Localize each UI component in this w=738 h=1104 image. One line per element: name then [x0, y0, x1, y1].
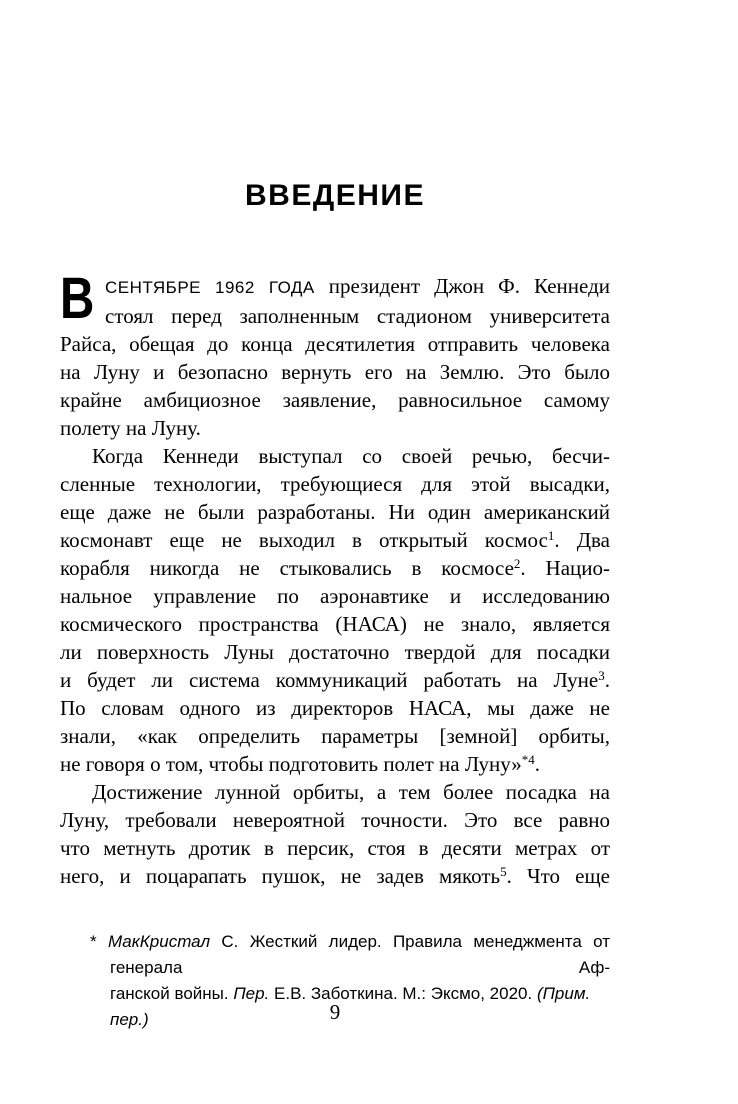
text-line	[60, 806, 610, 834]
text-segment: ли поверхность Луны достаточно твердой для посадки	[60, 640, 610, 664]
text-line	[60, 358, 610, 386]
text-line	[60, 834, 610, 862]
text-segment: (Прим. пер.)	[110, 984, 591, 1029]
text-segment: . Два	[554, 528, 610, 552]
text-segment: . Нацио-	[520, 556, 610, 580]
text-segment: сленные технологии, требующиеся для этой высадки,	[60, 472, 610, 496]
page-number: 9	[329, 1000, 341, 1024]
text-segment: .	[534, 752, 541, 776]
text-line	[60, 862, 610, 890]
text-segment: стоял перед заполненным стадионом университета	[105, 304, 610, 328]
text-segment: СЕНТЯБРЕ 1962 ГОДА	[105, 278, 315, 297]
text-line	[60, 666, 610, 694]
text-line	[60, 526, 610, 554]
paragraph	[60, 266, 610, 442]
paragraph	[60, 778, 610, 890]
text-segment: Достижение лунной орбиты, а тем более посадка на	[92, 780, 610, 804]
text-segment: него, и поцарапать пушок, не задев мякоть	[60, 864, 501, 888]
text-segment: ганской войны.	[110, 984, 234, 1003]
text-line	[60, 386, 610, 414]
text-segment: и будет ли система коммуникаций работать на Луне	[60, 668, 599, 692]
page-title: ВВЕДЕНИЕ	[245, 179, 425, 212]
text-line	[60, 722, 610, 750]
text-line	[60, 302, 610, 330]
text-segment: По словам одного из директоров НАСА, мы даже не	[60, 696, 610, 720]
text-segment: . Что еще	[506, 864, 610, 888]
text-segment: С. Жесткий лидер. Правила менеджмента от генерала Аф-	[110, 932, 610, 977]
text-segment: Пер.	[233, 984, 270, 1003]
text-line	[60, 272, 610, 302]
text-segment: еще даже не были разработаны. Ни один американский	[60, 500, 610, 524]
text-line	[60, 582, 610, 610]
text-segment: .	[604, 668, 610, 692]
text-segment: знали, «как определить параметры [земной] орбиты,	[60, 724, 610, 748]
text-segment: МакКристал	[107, 932, 211, 951]
text-line	[60, 442, 610, 470]
text-segment: космонавт еще не выходил в открытый космос	[60, 528, 548, 552]
text-segment: на Луну и безопасно вернуть его на Землю. Это было	[60, 360, 610, 384]
drop-cap: В	[60, 266, 95, 331]
text-segment: что метнуть дротик в персик, стоя в десяти метрах от	[60, 836, 610, 860]
text-segment: полету на Луну.	[60, 416, 201, 440]
footnote-line	[90, 929, 610, 981]
text-segment: Е.В. Заботкина. М.: Эксмо, 2020.	[269, 984, 537, 1003]
text-line	[60, 414, 610, 442]
text-line	[60, 610, 610, 638]
text-line	[60, 470, 610, 498]
text-line	[60, 694, 610, 722]
text-segment: *	[90, 932, 108, 951]
text-line	[60, 638, 610, 666]
footnote-reference: 2	[513, 556, 521, 571]
text-segment: Когда Кеннеди выступал со своей речью, бесчи-	[92, 444, 610, 468]
text-line	[60, 498, 610, 526]
text-line	[60, 750, 610, 778]
footnote-reference: 3	[598, 668, 605, 683]
text-segment: космического пространства (НАСА) не знало, является	[60, 612, 610, 636]
text-line	[60, 554, 610, 582]
text-segment: президент Джон Ф. Кеннеди	[314, 274, 610, 298]
text-segment: Райса, обещая до конца десятилетия отправить человека	[60, 332, 610, 356]
footnote-reference: 5	[500, 864, 507, 879]
text-segment: крайне амбициозное заявление, равносильное самому	[60, 388, 610, 412]
body-text	[60, 266, 610, 890]
text-segment: не говоря о том, чтобы подготовить полет на Луну»	[60, 752, 522, 776]
footnote-reference: 1	[547, 528, 555, 543]
text-line	[60, 330, 610, 358]
text-segment: корабля никогда не стыковались в космосе	[60, 556, 514, 580]
text-line	[60, 778, 610, 806]
text-segment: нальное управление по аэронавтике и исследованию	[60, 584, 610, 608]
footnote-reference: *4	[521, 752, 535, 767]
text-segment: Луну, требовали невероятной точности. Это все равно	[60, 808, 610, 832]
paragraph	[60, 442, 610, 778]
